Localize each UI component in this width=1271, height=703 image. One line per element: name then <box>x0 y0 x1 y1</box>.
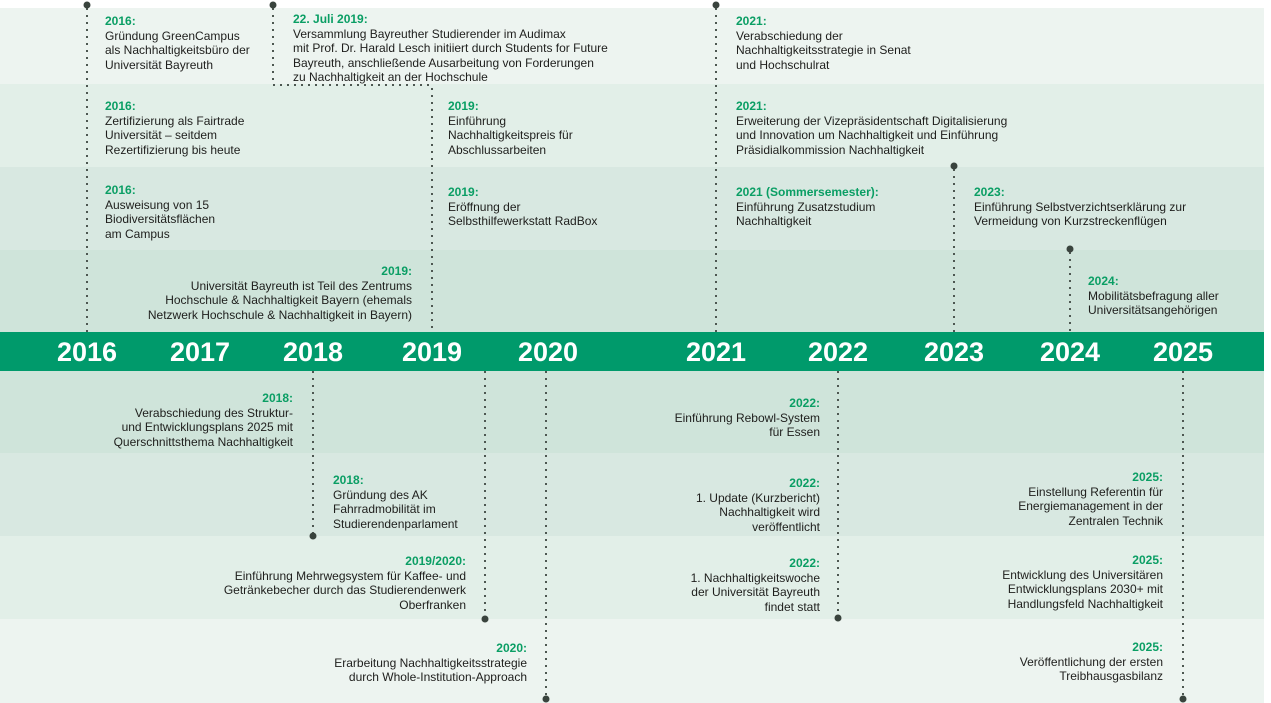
event-text-line: Nachhaltigkeitspreis für <box>448 128 573 142</box>
event-text-line: Querschnittsthema Nachhaltigkeit <box>113 434 293 449</box>
event-text-line: Einführung <box>448 113 507 128</box>
event-text-line: Netzwerk Hochschule & Nachhaltigkeit in Bayern) <box>147 307 412 322</box>
connector-2016 <box>86 8 88 332</box>
year-label-2023: 2023 <box>923 337 985 367</box>
event-date: 22. Juli 2019: <box>293 12 368 26</box>
connector-2024 <box>1069 252 1071 332</box>
event-text-line: zu Nachhaltigkeit an der Hochschule <box>293 70 488 84</box>
connector-2025-end-dot <box>1180 696 1187 703</box>
event-2016-fairtrade <box>105 99 244 157</box>
event-date: 2022: <box>789 396 820 410</box>
event-text-line: Treibhausgasbilanz <box>1059 669 1163 683</box>
year-label-2017: 2017 <box>169 337 231 367</box>
connector-2016-start-dot <box>84 2 91 9</box>
event-date: 2019: <box>448 99 479 113</box>
event-2021-vizepraesidentschaft <box>736 99 1007 157</box>
event-text-line: Energiemanagement in der <box>1018 499 1163 513</box>
event-text-line: Veröffentlichung der ersten <box>1019 654 1163 669</box>
event-text-line: Universitätsangehörigen <box>1088 303 1218 317</box>
event-text-line: Zentralen Technik <box>1068 513 1163 528</box>
event-text-line: Universität Bayreuth <box>105 57 214 72</box>
event-2016-biodiversitaet <box>105 183 215 241</box>
connector-2018 <box>312 371 314 533</box>
connector-2020-end-dot <box>543 696 550 703</box>
event-text-line: Hochschule & Nachhaltigkeit Bayern (ehemals <box>165 293 412 307</box>
event-date: 2021: <box>736 99 767 113</box>
event-text-line: als Nachhaltigkeitsbüro der <box>105 43 250 57</box>
event-date: 2016: <box>105 183 136 197</box>
connector-juli-2019-start-dot <box>270 2 277 9</box>
event-text-line: Getränkebecher durch das Studierendenwerk <box>223 583 466 597</box>
event-2020-strategie <box>334 641 527 685</box>
event-text-line: Vermeidung von Kurzstreckenflügen <box>974 214 1167 228</box>
event-text-line: Versammlung Bayreuther Studierender im Audimax <box>293 26 566 41</box>
event-2025-treibhausgasbilanz <box>1020 640 1163 684</box>
event-2016-greencampus <box>105 14 250 72</box>
event-2019-zentrum <box>148 264 412 322</box>
event-date: 2021 (Sommersemester): <box>736 185 879 199</box>
event-2021-senat <box>736 14 911 72</box>
event-2019-2020-mehrwegsystem <box>224 554 466 612</box>
event-text-line: Eröffnung der <box>448 199 521 214</box>
connector-2024-start-dot <box>1067 246 1074 253</box>
event-text-line: Einführung Rebowl-System <box>674 410 820 425</box>
event-text-line: Gründung GreenCampus <box>105 28 240 43</box>
event-text-line: Gründung des AK <box>333 487 428 502</box>
connector-2018-end-dot <box>310 533 317 540</box>
event-text-line: mit Prof. Dr. Harald Lesch initiiert durch Students for Future <box>293 41 608 55</box>
event-text-line: Mobilitätsbefragung aller <box>1088 288 1219 303</box>
event-date: 2018: <box>333 473 364 487</box>
event-2025-referentin <box>1018 470 1163 528</box>
event-text-line: für Essen <box>769 425 820 439</box>
event-date: 2020: <box>496 641 527 655</box>
event-date: 2018: <box>262 391 293 405</box>
event-text-line: Verabschiedung der <box>736 28 843 43</box>
event-text-line: und Entwicklungsplans 2025 mit <box>121 420 293 434</box>
connector-2020 <box>545 371 547 696</box>
event-text-line: 1. Update (Kurzbericht) <box>695 490 820 505</box>
event-text-line: Ausweisung von 15 <box>105 197 210 212</box>
event-text-line: und Hochschulrat <box>736 57 830 72</box>
event-text-line: Einführung Zusatzstudium <box>736 199 876 214</box>
event-2019-audimax <box>293 12 608 85</box>
connector-2025 <box>1182 371 1184 696</box>
event-text-line: Einführung Selbstverzichtserklärung zur <box>974 199 1187 214</box>
event-date: 2019: <box>381 264 412 278</box>
event-2022-update-kurzbericht <box>696 476 820 534</box>
event-text-line: Bayreuth, anschließende Ausarbeitung von Forderungen <box>293 55 594 70</box>
event-text-line: Nachhaltigkeit wird <box>719 505 820 519</box>
event-text-line: veröffentlicht <box>752 519 820 534</box>
event-text-line: Entwicklung des Universitären <box>1002 567 1163 582</box>
event-text-line: Entwicklungsplans 2030+ mit <box>1007 582 1163 596</box>
event-2019-radbox <box>448 185 597 229</box>
event-text-line: Abschlussarbeiten <box>448 142 547 157</box>
event-date: 2021: <box>736 14 767 28</box>
event-text-line: Oberfranken <box>399 597 466 612</box>
year-label-2016: 2016 <box>56 337 118 367</box>
event-2021-zusatzstudium <box>736 185 879 229</box>
year-label-2022: 2022 <box>807 337 869 367</box>
event-text-line: Nachhaltigkeit <box>736 214 812 228</box>
event-date: 2025: <box>1132 640 1163 654</box>
event-text-line: findet statt <box>764 599 820 614</box>
event-text-line: Universität – seitdem <box>105 128 218 142</box>
year-label-2025: 2025 <box>1152 337 1214 367</box>
event-text-line: 1. Nachhaltigkeitswoche <box>690 570 820 585</box>
year-label-2021: 2021 <box>685 337 747 367</box>
connector-2023-start-dot <box>951 163 958 170</box>
event-text-line: durch Whole-Institution-Approach <box>348 670 527 684</box>
event-text-line: Zertifizierung als Fairtrade <box>105 113 245 128</box>
event-text-line: Erarbeitung Nachhaltigkeitsstrategie <box>334 655 527 670</box>
event-text-line: Einstellung Referentin für <box>1028 484 1163 499</box>
event-text-line: Selbsthilfewerkstatt RadBox <box>448 214 598 228</box>
event-date: 2022: <box>789 556 820 570</box>
event-2024-mobilitaetsbefragung <box>1088 274 1219 318</box>
event-text-line: der Universität Bayreuth <box>691 585 820 599</box>
event-text-line: Einführung Mehrwegsystem für Kaffee- und <box>234 568 466 583</box>
event-2022-nachhaltigkeitswoche <box>691 556 820 614</box>
event-date: 2025: <box>1132 553 1163 567</box>
connector-2021-start-dot <box>713 2 720 9</box>
event-text-line: Biodiversitätsflächen <box>105 212 216 226</box>
event-date: 2019/2020: <box>405 554 466 568</box>
event-date: 2023: <box>974 185 1005 199</box>
connector-2022-end-dot <box>835 615 842 622</box>
event-text-line: Fahrradmobilität im <box>333 502 436 516</box>
connector-2021 <box>715 8 717 332</box>
event-text-line: Präsidialkommission Nachhaltigkeit <box>736 142 925 157</box>
event-2019-nachhaltigkeitspreis <box>448 99 573 157</box>
event-text-line: Nachhaltigkeitsstrategie in Senat <box>736 43 911 57</box>
event-text-line: Erweiterung der Vizepräsidentschaft Digitalisierung <box>736 113 1008 128</box>
event-date: 2022: <box>789 476 820 490</box>
event-date: 2019: <box>448 185 479 199</box>
event-text-line: Rezertifizierung bis heute <box>105 142 241 157</box>
event-text-line: Studierendenparlament <box>333 516 458 531</box>
connector-2022 <box>837 371 839 615</box>
year-label-2020: 2020 <box>517 337 579 367</box>
connector-2019-2020-end-dot <box>482 616 489 623</box>
event-text-line: am Campus <box>105 226 170 241</box>
event-text-line: Verabschiedung des Struktur- <box>134 405 293 420</box>
event-2018-entwicklungsplan <box>114 391 293 449</box>
year-label-2024: 2024 <box>1039 337 1101 367</box>
connector-2019 <box>431 88 433 332</box>
year-label-2019: 2019 <box>401 337 463 367</box>
event-2018-ak-fahrradmobilitaet <box>333 473 458 531</box>
event-date: 2016: <box>105 14 136 28</box>
connector-2023 <box>953 169 955 332</box>
year-label-2018: 2018 <box>282 337 344 367</box>
event-text-line: Universität Bayreuth ist Teil des Zentrums <box>190 278 412 293</box>
event-date: 2024: <box>1088 274 1119 288</box>
connector-2019-2020 <box>484 371 486 616</box>
event-text-line: Handlungsfeld Nachhaltigkeit <box>1007 596 1163 611</box>
event-2025-entwicklungsplan-2030 <box>1002 553 1163 611</box>
event-date: 2016: <box>105 99 136 113</box>
event-date: 2025: <box>1132 470 1163 484</box>
event-2023-kurzstreckenfluege <box>974 185 1186 229</box>
connector-juli-2019-vertical <box>272 8 274 85</box>
event-text-line: und Innovation um Nachhaltigkeit und Einführung <box>736 128 999 142</box>
event-2022-rebowl <box>675 396 820 440</box>
